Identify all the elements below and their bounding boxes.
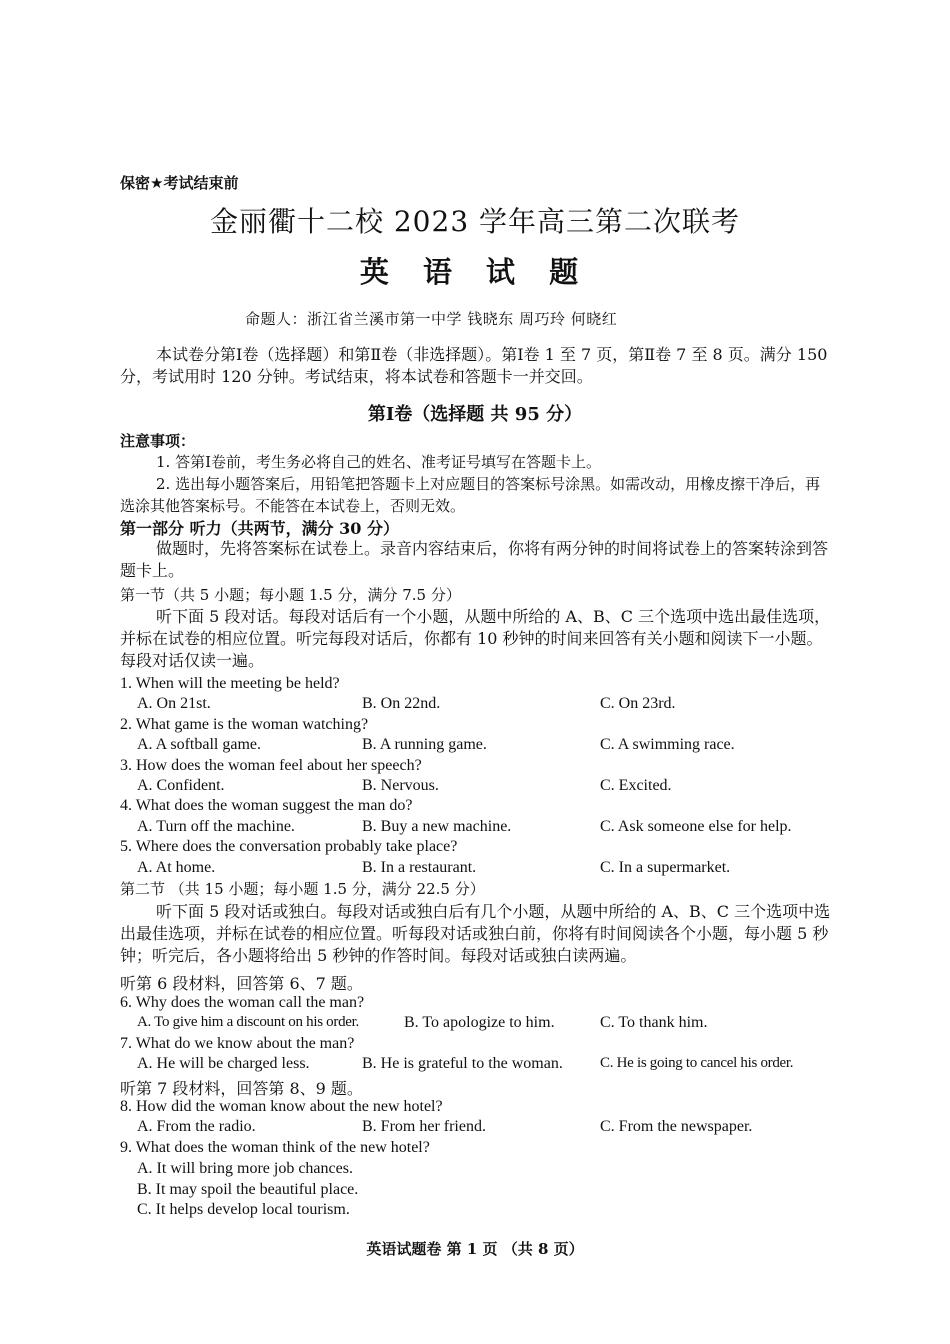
question-stem: 9. What does the woman think of the new hotel? [120, 1139, 430, 1156]
option-a: A. Turn off the machine. [137, 818, 295, 835]
option-a: A. He will be charged less. [137, 1055, 310, 1072]
option-c: C. Ask someone else for help. [600, 818, 792, 835]
option-b: B. Nervous. [362, 777, 439, 794]
option-a: A. At home. [137, 859, 216, 876]
option-c: C. To thank him. [600, 1014, 708, 1031]
note-item: 1. 答第Ⅰ卷前，考生务必将自己的姓名、准考证号填写在答题卡上。 [156, 453, 602, 471]
question-stem: 1. When will the meeting be held? [120, 675, 340, 692]
listening-intro: 做题时，先将答案标在试卷上。录音内容结束后，你将有两分钟的时间将试卷上的答案转涂到答题卡上。 [120, 539, 829, 580]
option-b: B. In a restaurant. [362, 859, 477, 876]
option-c: C. From the newspaper. [600, 1118, 753, 1135]
page-footer: 英语试题卷 第 1 页 （共 8 页） [366, 1240, 584, 1258]
subject-title: 英 语 试 题 [359, 255, 591, 289]
question-stem: 5. Where does the conversation probably take place? [120, 838, 458, 855]
question-stem: 3. How does the woman feel about her speech? [120, 757, 422, 774]
option-a: A. To give him a discount on his order. [137, 1014, 359, 1030]
confidential-label: 保密★考试结束前 [120, 174, 239, 192]
option-b: B. To apologize to him. [404, 1014, 555, 1031]
option-a: A. Confident. [137, 777, 225, 794]
notes-heading: 注意事项： [120, 432, 196, 450]
option-c: C. On 23rd. [600, 695, 676, 712]
option-a: A. A softball game. [137, 736, 261, 753]
option-b: B. He is grateful to the woman. [362, 1055, 563, 1072]
section2-intro: 听下面 5 段对话或独白。每段对话或独白后有几个小题，从题中所给的 A、B、C 三个选项中选出最佳选项，并标在试卷的相应位置。听每段对话或独白前，你将有时间阅读各个小题，每小题 5 秒钟；听完后，各小题将给出 5 秒钟的作答时间。每段对话或独白读两遍。 [120, 902, 831, 965]
option-c: C. He is going to cancel his order. [600, 1055, 794, 1071]
option-b: B. On 22nd. [362, 695, 441, 712]
question-stem: 6. Why does the woman call the man? [120, 994, 365, 1011]
section1-heading: 第一节（共 5 小题；每小题 1.5 分，满分 7.5 分） [120, 586, 461, 604]
option-b: B. A running game. [362, 736, 487, 753]
material-note: 听第 6 段材料，回答第 6、7 题。 [120, 974, 363, 993]
section2-heading: 第二节 （共 15 小题；每小题 1.5 分，满分 22.5 分） [120, 880, 485, 898]
option-a: A. On 21st. [137, 695, 211, 712]
question-stem: 4. What does the woman suggest the man do? [120, 797, 413, 814]
exam-intro: 本试卷分第Ⅰ卷（选择题）和第Ⅱ卷（非选择题）。第Ⅰ卷 1 至 7 页，第Ⅱ卷 7 至 8 页。满分 150 分，考试用时 120 分钟。考试结束，将本试卷和答题卡一并交回。 [120, 345, 828, 386]
part1-heading: 第Ⅰ卷（选择题 共 95 分） [367, 404, 583, 425]
note-item: 2. 选出每小题答案后，用铅笔把答题卡上对应题目的答案标号涂黑。如需改动，用橡皮擦干净后，再选涂其他答案标号。不能答在本试卷上，否则无效。 [120, 475, 821, 515]
question-stem: 7. What do we know about the man? [120, 1035, 355, 1052]
option-c: C. Excited. [600, 777, 672, 794]
section1-intro: 听下面 5 段对话。每段对话后有一个小题，从题中所给的 A、B、C 三个选项中选出最佳选项，并标在试卷的相应位置。听完每段对话后，你都有 10 秒钟的时间来回答有关小题和阅读下一小题。每段对话仅读一遍。 [120, 607, 831, 670]
exam-title: 金丽衢十二校 2023 学年高三第二次联考 [209, 205, 741, 238]
option-c: C. It helps develop local tourism. [137, 1201, 350, 1218]
option-b: B. It may spoil the beautiful place. [137, 1181, 359, 1198]
authors-line: 命题人：浙江省兰溪市第一中学 钱晓东 周巧玲 何晓红 [245, 310, 618, 328]
material-note: 听第 7 段材料，回答第 8、9 题。 [120, 1079, 363, 1098]
option-a: A. From the radio. [137, 1118, 256, 1135]
option-c: C. A swimming race. [600, 736, 735, 753]
option-a: A. It will bring more job chances. [137, 1160, 353, 1177]
listening-heading: 第一部分 听力（共两节，满分 30 分） [120, 519, 399, 538]
option-b: B. From her friend. [362, 1118, 486, 1135]
option-c: C. In a supermarket. [600, 859, 731, 876]
option-b: B. Buy a new machine. [362, 818, 512, 835]
question-stem: 2. What game is the woman watching? [120, 716, 369, 733]
question-stem: 8. How did the woman know about the new hotel? [120, 1098, 443, 1115]
